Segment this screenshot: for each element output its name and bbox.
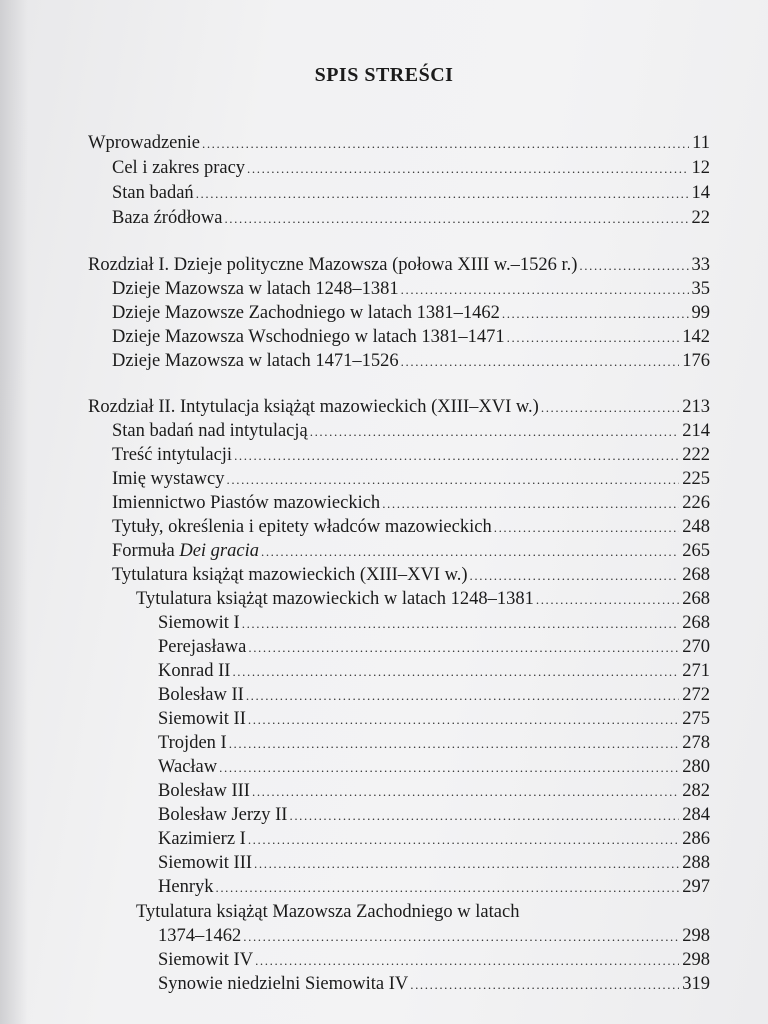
toc-page-number: 213 [682, 397, 710, 417]
toc-leader-dots [227, 468, 680, 492]
toc-entry-wprowadzenie [88, 131, 710, 155]
toc-leader-dots [541, 396, 679, 420]
toc-entry-title: Siemowit I [158, 613, 240, 633]
toc-page-number: 22 [691, 208, 710, 228]
toc-page-number: 271 [682, 661, 710, 681]
toc-entry-title: Bolesław II [158, 685, 244, 705]
toc-leader-dots [401, 278, 689, 302]
toc-entry-title: Tytulatura książąt Mazowsza Zachodniego w latach [136, 902, 520, 922]
toc-entry-kazimierz-i [158, 827, 710, 851]
toc-entry-boleslaw-iii [158, 779, 710, 803]
toc-page-number: 272 [682, 685, 710, 705]
toc-leader-dots [254, 852, 679, 876]
toc-page-number: 286 [682, 829, 710, 849]
toc-page-number: 319 [682, 974, 710, 994]
toc-entry-dzieje-1471-1526 [112, 349, 710, 373]
toc-page-number: 225 [682, 469, 710, 489]
toc-leader-dots [248, 828, 679, 852]
toc-page-number: 214 [682, 421, 710, 441]
toc-page-number: 12 [691, 158, 710, 178]
toc-page-number: 14 [691, 183, 710, 203]
toc-entry-tytulatura-zachodniego-cont [158, 924, 710, 948]
toc-entry-title: Dzieje Mazowsza w latach 1471–1526 [112, 351, 399, 371]
toc-entry-title: 1374–1462 [158, 926, 242, 946]
toc-entry-tytuly [112, 515, 710, 539]
toc-entry-rozdzial-1 [88, 253, 710, 277]
toc-leader-dots [507, 326, 680, 350]
toc-entry-title: Tytulatura książąt mazowieckich w latach 1248–1381 [136, 589, 534, 609]
toc-entry-imiennictwo [112, 491, 710, 515]
toc-entry-title: Tytuły, określenia i epitety władców mazowieckich [112, 517, 492, 537]
toc-page-number: 33 [691, 255, 710, 275]
toc-entry-tresc-intytulacji [112, 443, 710, 467]
toc-leader-dots [232, 660, 679, 684]
toc-entry-title: Bolesław III [158, 781, 250, 801]
toc-entry-title-italic: Dei gracia [179, 541, 259, 561]
toc-entry-title: Siemowit II [158, 709, 246, 729]
toc-page-number: 222 [682, 445, 710, 465]
toc-leader-dots [536, 588, 679, 612]
toc-leader-dots [310, 420, 680, 444]
toc-leader-dots [234, 444, 679, 468]
toc-page-number: 270 [682, 637, 710, 657]
toc-leader-dots [243, 925, 679, 949]
toc-page-number: 298 [682, 926, 710, 946]
toc-entry-title: Stan badań [112, 183, 194, 203]
toc-entry-cel-i-zakres [112, 156, 710, 180]
toc-entry-title: Imiennictwo Piastów mazowieckich [112, 493, 381, 513]
toc-leader-dots [255, 949, 679, 973]
toc-entry-title: Dzieje Mazowsze Zachodniego w latach 1381–1462 [112, 303, 500, 323]
toc-entry-title: Rozdział II. Intytulacja książąt mazowieckich (XIII–XVI w.) [88, 397, 539, 417]
toc-page-number: 248 [682, 517, 710, 537]
toc-entry-boleslaw-jerzy-ii [158, 803, 710, 827]
toc-leader-dots [289, 804, 679, 828]
toc-page-number: 268 [682, 613, 710, 633]
toc-entry-konrad-ii [158, 659, 710, 683]
toc-entry-title: Siemowit IV [158, 950, 254, 970]
toc-leader-dots [248, 708, 679, 732]
toc-entry-waclaw [158, 755, 710, 779]
toc-page-number: 275 [682, 709, 710, 729]
toc-entry-siemowit-i [158, 611, 710, 635]
toc-entry-dzieje-zachodniego [112, 301, 710, 325]
toc-page-number: 268 [682, 565, 710, 585]
toc-entry-rozdzial-2 [88, 395, 710, 419]
toc-entry-title: Wacław [158, 757, 218, 777]
toc-leader-dots [252, 780, 679, 804]
toc-entry-dzieje-wschodniego [112, 325, 710, 349]
toc-leader-dots [229, 732, 680, 756]
toc-page-number: 268 [682, 589, 710, 609]
toc-leader-dots [401, 350, 680, 374]
toc-entry-title: Synowie niedzielni Siemowita IV [158, 974, 409, 994]
toc-page-number: 176 [682, 351, 710, 371]
toc-leader-dots [246, 684, 679, 708]
toc-page-number: 99 [691, 303, 710, 323]
toc-entry-stan-badan [112, 181, 710, 205]
toc-entry-trojden-i [158, 731, 710, 755]
toc-leader-dots [502, 302, 689, 326]
toc-leader-dots [410, 973, 679, 997]
toc-entry-title: Rozdział I. Dzieje polityczne Mazowsza (połowa XIII w.–1526 r.) [88, 255, 578, 275]
toc-entry-title: Imię wystawcy [112, 469, 225, 489]
toc-page-number: 282 [682, 781, 710, 801]
page-title: SPIS STREŚCI [314, 64, 454, 86]
toc-leader-dots [247, 157, 688, 181]
toc-page-number: 280 [682, 757, 710, 777]
toc-page-number: 265 [682, 541, 710, 561]
toc-leader-dots [242, 612, 680, 636]
toc-entry-title: Stan badań nad intytulacją [112, 421, 308, 441]
toc-page-number: 284 [682, 805, 710, 825]
toc-entry-siemowit-iv [158, 948, 710, 972]
toc-entry-perejaslawa [158, 635, 710, 659]
toc-entry-title: Siemowit III [158, 853, 253, 873]
toc-entry-stan-badan-nad-intytulacja [112, 419, 710, 443]
toc-entry-title: Bolesław Jerzy II [158, 805, 288, 825]
toc-entry-title: Konrad II [158, 661, 231, 681]
toc-page-number: 35 [691, 279, 710, 299]
toc-page-number: 11 [692, 133, 710, 153]
toc-entry-formula-dei-gracia [112, 539, 710, 563]
toc-leader-dots [215, 876, 679, 900]
toc-entry-title: Dzieje Mazowsza w latach 1248–1381 [112, 279, 399, 299]
toc-page-number: 298 [682, 950, 710, 970]
toc-entry-title: Tytulatura książąt mazowieckich (XIII–XVI w.) [112, 565, 468, 585]
toc-entry-title: Treść intytulacji [112, 445, 233, 465]
toc-entry-title: Perejasława [158, 637, 247, 657]
toc-entry-title: Trojden I [158, 733, 227, 753]
toc-entry-dzieje-1248-1381 [112, 277, 710, 301]
toc-leader-dots [224, 207, 688, 231]
toc-entry-title [112, 539, 259, 563]
toc-leader-dots [202, 132, 689, 156]
toc-leader-dots [470, 564, 680, 588]
toc-entry-siemowit-iii [158, 851, 710, 875]
toc-entry-title: Wprowadzenie [88, 133, 200, 153]
toc-leader-dots [196, 182, 689, 206]
toc-entry-title-plain: Formuła [112, 541, 180, 561]
toc-page-number: 142 [682, 327, 710, 347]
toc-entry-title: Baza źródłowa [112, 208, 223, 228]
toc-leader-dots [261, 540, 679, 564]
toc-entry-baza-zrodlowa [112, 206, 710, 230]
toc-entry-henryk [158, 875, 710, 899]
toc-page-number: 278 [682, 733, 710, 753]
toc-entry-boleslaw-ii [158, 683, 710, 707]
toc-leader-dots [219, 756, 679, 780]
toc-entry-title: Dzieje Mazowsza Wschodniego w latach 1381–1471 [112, 327, 505, 347]
toc-page-number: 288 [682, 853, 710, 873]
toc-leader-dots [579, 254, 688, 278]
toc-entry-imie-wystawcy [112, 467, 710, 491]
toc-leader-dots [494, 516, 680, 540]
toc-entry-tytulatura-xiii-xvi [112, 563, 710, 587]
toc-entry-synowie-niedzielni [158, 972, 710, 996]
toc-entry-tytulatura-zachodniego [136, 900, 519, 924]
toc-entry-tytulatura-1248-1381 [136, 587, 710, 611]
toc-page-number: 297 [682, 877, 710, 897]
toc-leader-dots [382, 492, 679, 516]
toc-entry-title: Cel i zakres pracy [112, 158, 246, 178]
toc-leader-dots [248, 636, 679, 660]
toc-entry-title: Kazimierz I [158, 829, 246, 849]
toc-entry-siemowit-ii [158, 707, 710, 731]
toc-page-number: 226 [682, 493, 710, 513]
toc-entry-title: Henryk [158, 877, 214, 897]
